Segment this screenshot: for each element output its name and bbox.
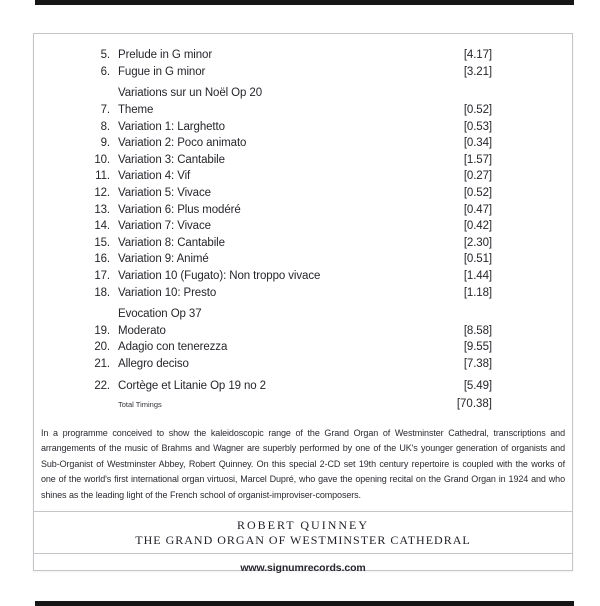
inlay-panel [33, 33, 573, 575]
artist-name: ROBERT QUINNEY [236, 518, 370, 533]
track-number: 9. [100, 137, 110, 150]
track-title: Variation 2: Poco animato [118, 137, 247, 150]
track-group [34, 306, 572, 372]
track-duration: [0.42] [463, 220, 492, 233]
track-duration: [0.34] [463, 137, 492, 150]
track-duration: [0.52] [463, 187, 492, 200]
track-duration: [9.55] [463, 341, 492, 354]
album-title: THE GRAND ORGAN OF WESTMINSTER CATHEDRAL [135, 533, 471, 548]
track-title: Fugue in G minor [118, 65, 206, 78]
track-title: Variation 3: Cantabile [118, 153, 225, 166]
track-title: Variation 10: Presto [118, 286, 217, 299]
track-number: 10. [94, 153, 110, 166]
track-number: 18. [94, 286, 110, 299]
track-duration: [0.47] [463, 203, 492, 216]
album-description: In a programme conceived to show the kaleidoscopic range of the Grand Organ of Westminster Cathedral, transcriptions and arrangements of the music of Brahms and Wagner are superbly performed by one of the UK's younger generation of organists and Sub-Organist of Westminster Abbey, Robert Quinney. On this special 2-CD set 19th century repertoire is coupled with the works of one of the world's first international organ virtuosi, Marcel Dupré, who gave the opening recital on the Grand Organ in 1924 and who shines as the leading light of the French school of organist-improviser-composers. [41, 427, 565, 500]
track-title: Theme [118, 104, 154, 117]
track-group [34, 377, 572, 394]
track-row [34, 356, 572, 373]
track-row [34, 284, 572, 301]
website-url: www.signumrecords.com [240, 562, 366, 575]
track-row [34, 152, 572, 169]
track-number: 14. [94, 220, 110, 233]
track-number: 11. [95, 170, 110, 183]
track-number: 8. [100, 120, 110, 133]
track-row [34, 185, 572, 202]
track-title: Allegro deciso [118, 357, 189, 370]
track-duration: [2.30] [463, 236, 492, 249]
track-row [34, 339, 572, 356]
track-title: Variation 5: Vivace [118, 187, 211, 200]
title-block [34, 512, 572, 553]
track-title: Moderato [118, 324, 166, 337]
top-spine-bar [35, 0, 574, 5]
track-duration: [1.18] [463, 286, 492, 299]
track-title: Variation 4: Vif [118, 170, 191, 183]
track-number: 17. [94, 270, 110, 283]
track-duration: [0.52] [463, 104, 492, 117]
section-heading: Evocation Op 37 [118, 307, 202, 320]
bottom-spine-bar [35, 601, 574, 606]
track-duration: [1.57] [463, 153, 492, 166]
track-number: 15. [94, 236, 110, 249]
track-duration: [8.58] [463, 324, 492, 337]
track-group [34, 47, 572, 80]
track-row [34, 268, 572, 285]
track-title: Variation 9: Animé [118, 253, 209, 266]
track-number: 16. [94, 253, 110, 266]
total-timings-label: Total Timings [118, 399, 162, 409]
track-row [34, 251, 572, 268]
track-title: Variation 6: Plus modéré [118, 203, 241, 216]
track-title: Variation 1: Larghetto [118, 120, 225, 133]
track-title: Prelude in G minor [118, 49, 213, 62]
track-title: Cortège et Litanie Op 19 no 2 [118, 379, 266, 392]
track-duration: [7.38] [463, 357, 492, 370]
track-row [34, 323, 572, 340]
total-timings-row [34, 398, 572, 411]
track-number: 6. [100, 65, 110, 78]
track-row [34, 377, 572, 394]
track-duration: [0.27] [463, 170, 492, 183]
track-group [34, 85, 572, 301]
track-number: 13. [94, 203, 110, 216]
track-row [34, 235, 572, 252]
track-number: 20. [94, 341, 110, 354]
track-row [34, 135, 572, 152]
track-row [34, 47, 572, 64]
track-title: Variation 7: Vivace [118, 220, 211, 233]
track-title: Variation 10 (Fugato): Non troppo vivace [118, 270, 321, 283]
track-duration: [1.44] [463, 270, 492, 283]
track-row [34, 102, 572, 119]
track-duration: [5.49] [463, 379, 492, 392]
track-row [34, 201, 572, 218]
track-row [34, 64, 572, 81]
track-duration: [4.17] [463, 49, 492, 62]
track-duration: [3.21] [463, 65, 492, 78]
track-number: 7. [100, 104, 110, 117]
track-duration: [0.53] [463, 120, 492, 133]
track-title: Variation 8: Cantabile [118, 236, 225, 249]
track-row [34, 168, 572, 185]
track-number: 5. [100, 49, 110, 62]
track-row [34, 218, 572, 235]
total-timings-value: [70.38] [456, 398, 492, 411]
track-title: Adagio con tenerezza [118, 341, 228, 354]
track-list [34, 34, 572, 394]
track-number: 12. [94, 187, 110, 200]
section-heading: Variations sur un Noël Op 20 [118, 87, 263, 100]
track-number: 21. [94, 357, 110, 370]
track-number: 19. [94, 324, 110, 337]
track-row [34, 118, 572, 135]
track-duration: [0.51] [463, 253, 492, 266]
track-number: 22. [94, 379, 110, 392]
